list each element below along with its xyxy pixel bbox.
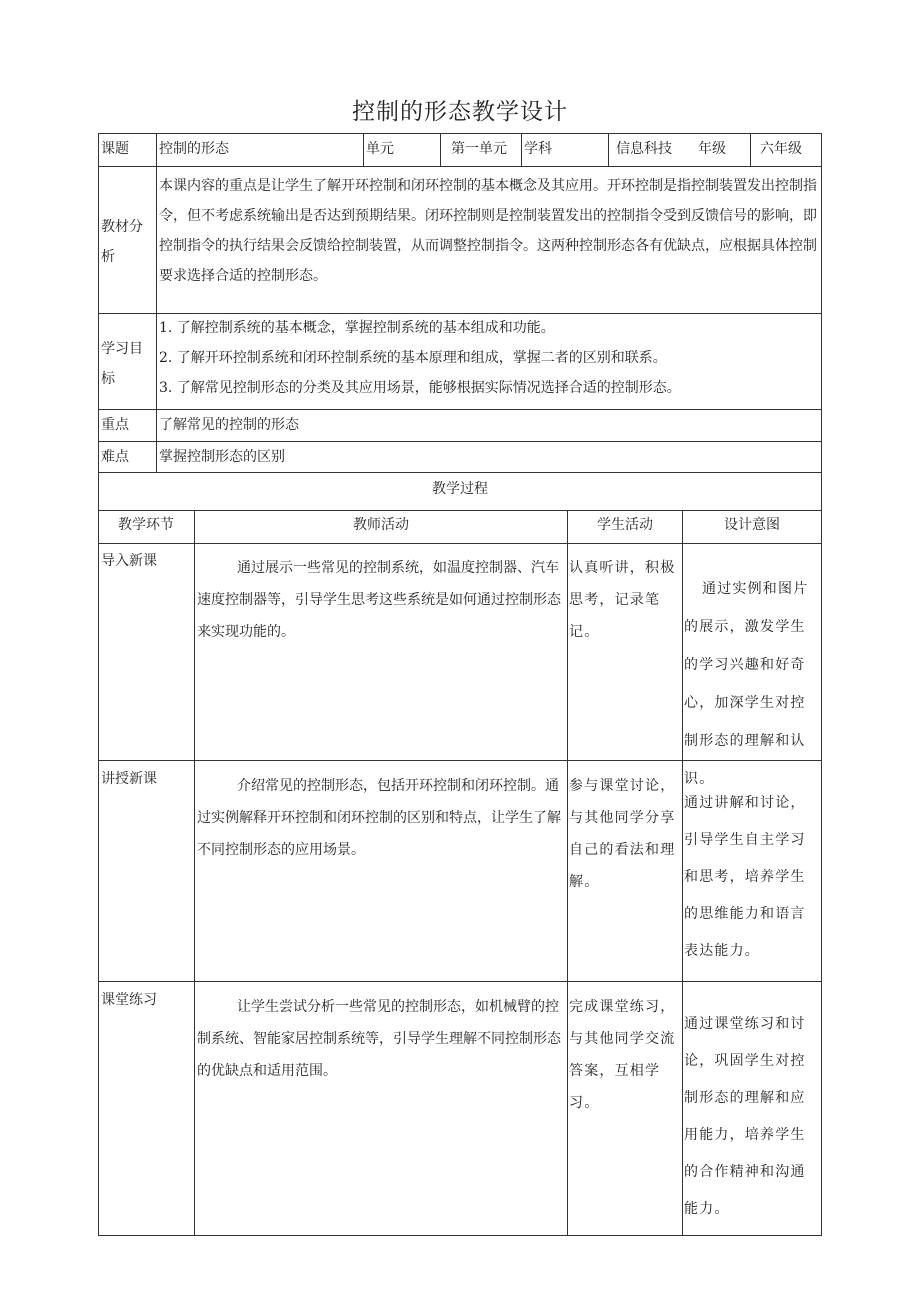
analysis-text: 本课内容的重点是让学生了解开环控制和闭环控制的基本概念及其应用。开环控制是指控制装置发出控制指令，但不考虑系统输出是否达到预期结果。闭环控制则是控制装置发出的控制指令受到反馈信号的影响，即控制指令的执行结果会反馈给控制装置，从而调整控制指令。这两种控制形态各有优缺点，应根据具体控制要求选择合适的控制形态。 <box>159 178 817 284</box>
grade-value: 六年级 <box>760 141 802 157</box>
column-header-teacher: 教师活动 <box>353 517 409 533</box>
stage-practice: 课堂练习 <box>101 992 157 1008</box>
page-title: 控制的形态教学设计 <box>352 99 568 125</box>
key-point-text: 了解常见的控制的形态 <box>159 417 299 433</box>
teacher-activity-intro: 通过展示一些常见的控制系统，如温度控制器、汽车速度控制器等，引导学生思考这些系统是如何通过控制形态来实现功能的。 <box>197 560 561 640</box>
unit-label: 单元 <box>366 141 394 157</box>
difficulty-text: 掌握控制形态的区别 <box>159 449 285 465</box>
objectives-list <box>159 313 819 403</box>
column-header-intent: 设计意图 <box>724 517 780 533</box>
unit-value: 第一单元 <box>451 141 507 157</box>
design-intent-intro: 通过实例和图片的展示，激发学生的学习兴趣和好奇心，加深学生对控制形态的理解和认识。 <box>684 581 809 787</box>
stage-intro: 导入新课 <box>101 553 157 569</box>
design-intent-practice: 通过课堂练习和讨论，巩固学生对控制形态的理解和应用能力，培养学生的合作精神和沟通能力。 <box>684 1016 806 1217</box>
student-activity-intro: 认真听讲，积极思考，记录笔记。 <box>569 560 676 640</box>
key-point-label: 重点 <box>101 417 129 433</box>
grade-label: 年级 <box>698 141 726 157</box>
student-activity-lecture: 参与课堂讨论，与其他同学分享自己的看法和理解。 <box>569 778 676 890</box>
design-intent-lecture: 通过讲解和讨论，引导学生自主学习和思考，培养学生的思维能力和语言表达能力。 <box>684 795 806 959</box>
subject-value: 信息科技 <box>616 141 672 157</box>
topic-label: 课题 <box>101 141 129 157</box>
teacher-activity-practice: 让学生尝试分析一些常见的控制形态，如机械臂的控制系统、智能家居控制系统等，引导学生理解不同控制形态的优缺点和适用范围。 <box>197 999 561 1079</box>
lesson-plan-table <box>98 133 822 1236</box>
stage-lecture: 讲授新课 <box>101 771 157 787</box>
objective-item: 2. 了解开环控制系统和闭环控制系统的基本原理和组成，掌握二者的区别和联系。 <box>159 350 667 366</box>
process-heading: 教学过程 <box>432 481 488 497</box>
objective-item: 3. 了解常见控制形态的分类及其应用场景，能够根据实际情况选择合适的控制形态。 <box>159 380 681 396</box>
student-activity-practice: 完成课堂练习，与其他同学交流答案，互相学习。 <box>569 999 676 1111</box>
topic-value: 控制的形态 <box>159 141 229 157</box>
column-header-student: 学生活动 <box>597 517 653 533</box>
objectives-label: 学习目标 <box>101 341 143 387</box>
objective-item: 1. 了解控制系统的基本概念，掌握控制系统的基本组成和功能。 <box>159 320 555 336</box>
difficulty-label: 难点 <box>101 449 129 465</box>
teacher-activity-lecture: 介绍常见的控制形态，包括开环控制和闭环控制。通过实例解释开环控制和闭环控制的区别和特点，让学生了解不同控制形态的应用场景。 <box>197 778 561 858</box>
subject-label: 学科 <box>524 141 552 157</box>
analysis-label: 教材分析 <box>101 219 143 265</box>
column-header-stage: 教学环节 <box>118 517 174 533</box>
